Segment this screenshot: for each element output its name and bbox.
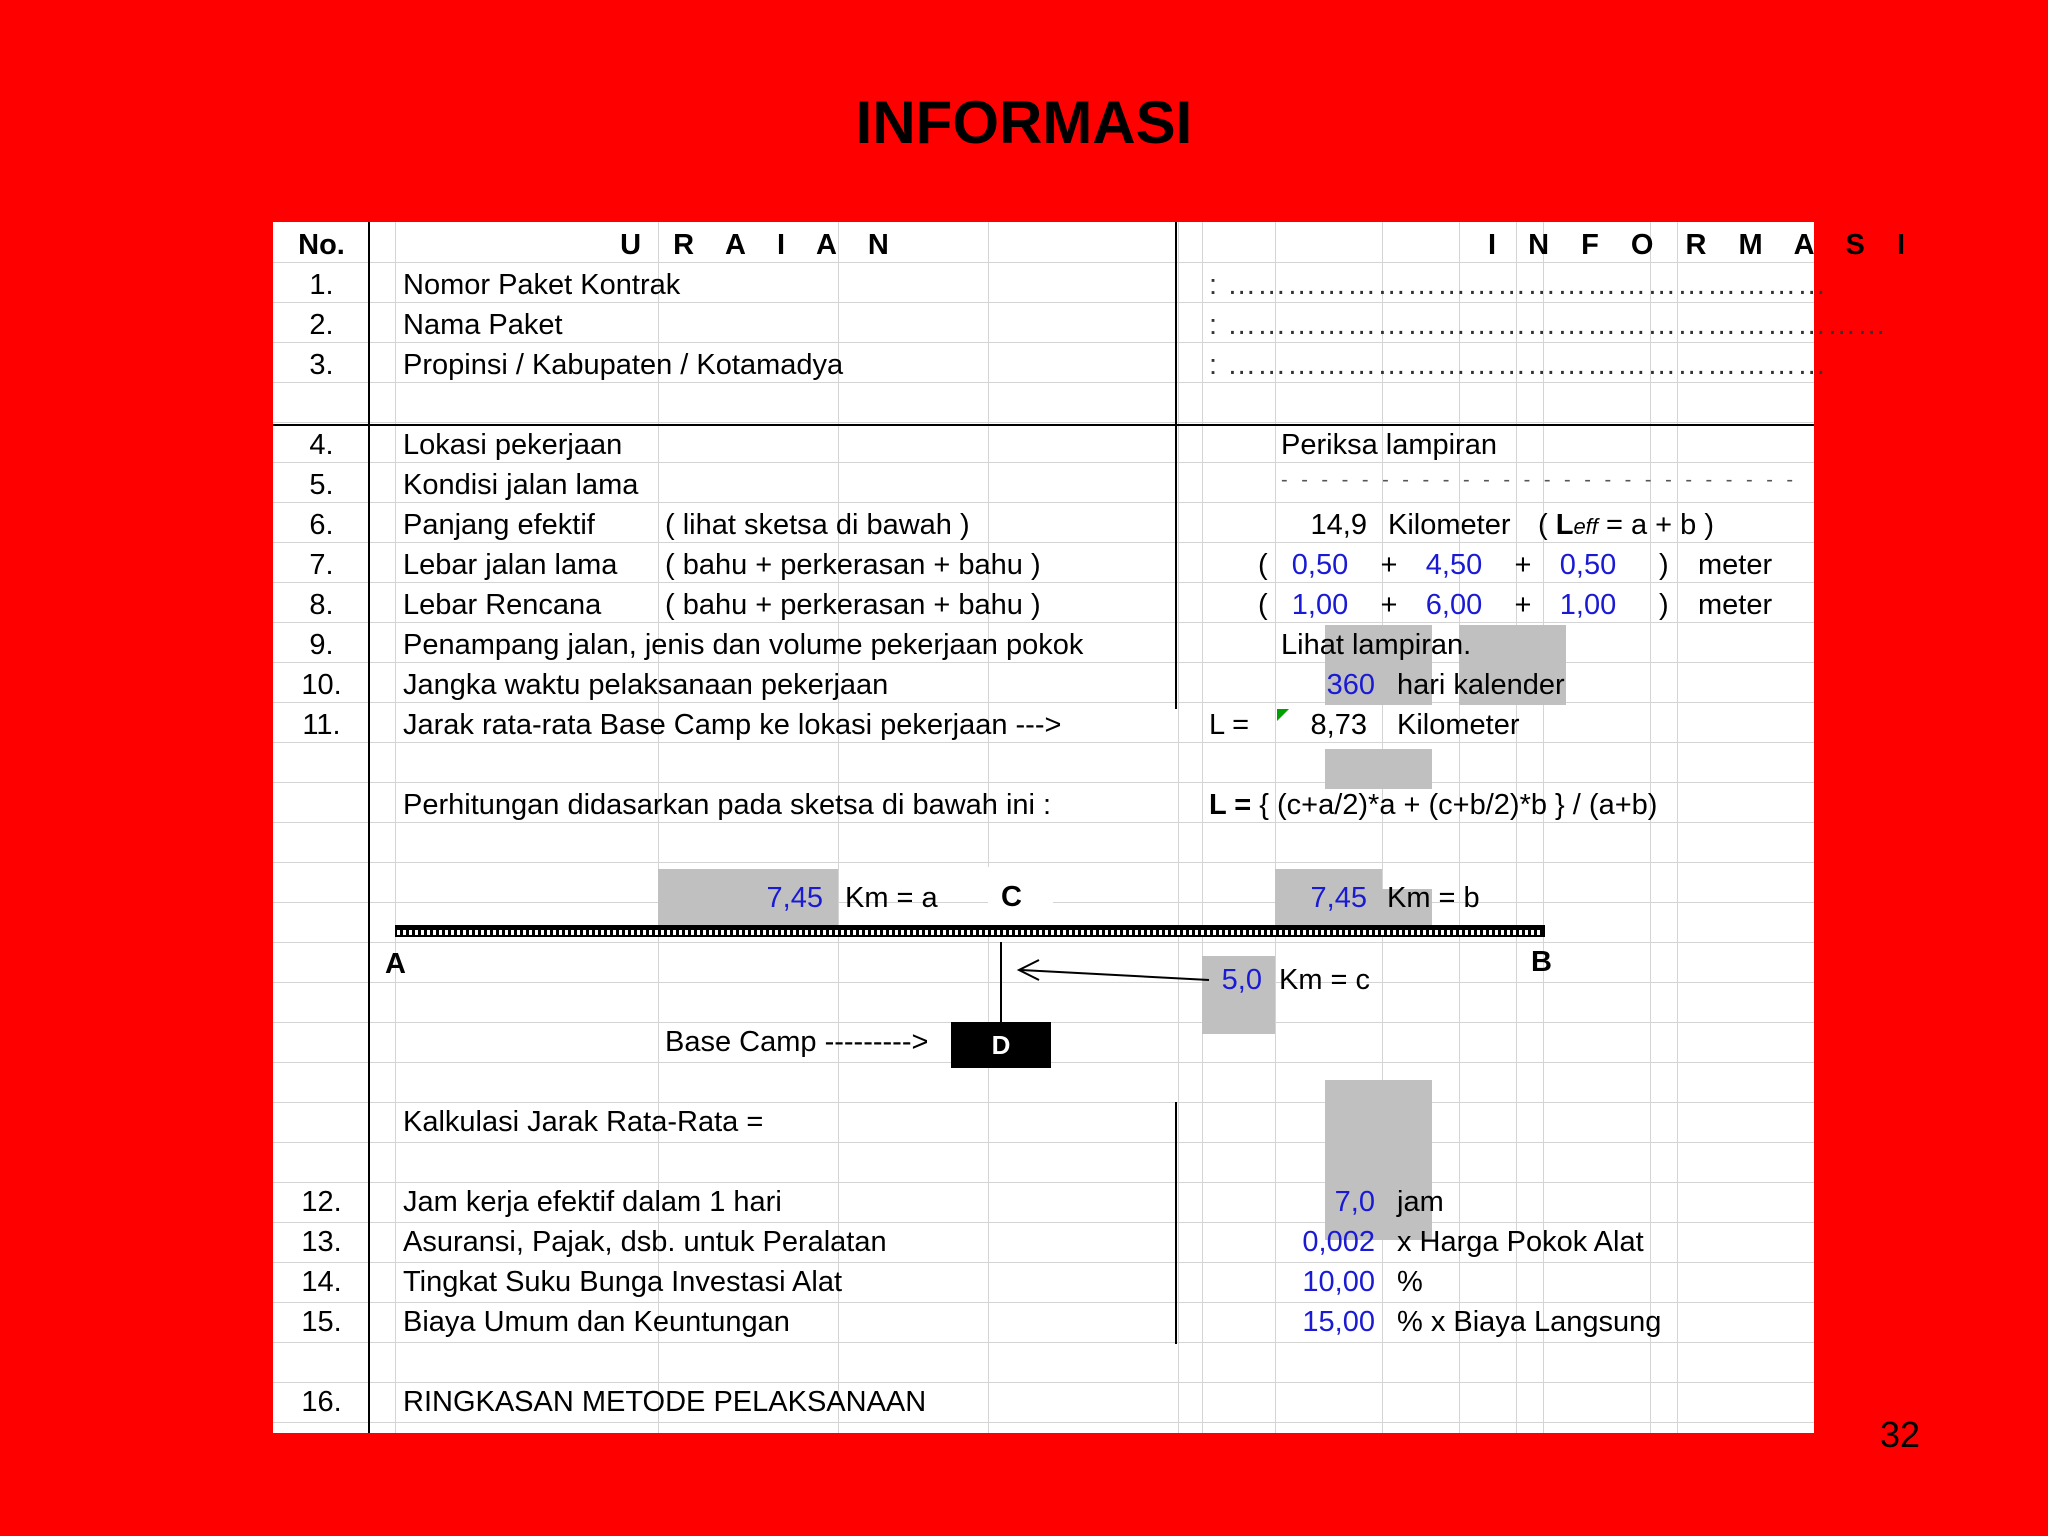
row-value: 14,9 (1310, 509, 1367, 541)
row-unit: jam (1397, 1186, 1444, 1218)
page-number: 32 (1880, 1414, 1921, 1455)
sketch-a-label: Km = a (845, 882, 938, 914)
paren-close: ) (1659, 589, 1669, 621)
row-formula: ( Leff = a + b ) (1538, 509, 1714, 541)
kalkulasi-label: Kalkulasi Jarak Rata-Rata = (403, 1106, 764, 1138)
input-cell[interactable]: 1,00 (1291, 589, 1349, 621)
row-number: 4. (309, 429, 334, 461)
row-number: 14. (301, 1266, 342, 1298)
input-cell[interactable]: 0,50 (1291, 549, 1349, 581)
sketch-c-label: Km = c (1279, 964, 1371, 996)
row-note: ( bahu + perkerasan + bahu ) (665, 589, 1041, 621)
row-label: Penampang jalan, jenis dan volume pekerjaan pokok (403, 629, 1084, 661)
input-cell[interactable]: 7,0 (1334, 1186, 1375, 1218)
input-cell[interactable]: 4,50 (1425, 549, 1483, 581)
row-number: 9. (309, 629, 334, 661)
row-unit: meter (1698, 549, 1773, 581)
slide-title: INFORMASI (855, 89, 1193, 156)
row-label: Asuransi, Pajak, dsb. untuk Peralatan (403, 1226, 887, 1258)
row-label: Tingkat Suku Bunga Investasi Alat (403, 1266, 843, 1298)
row-label: Jarak rata-rata Base Camp ke lokasi pekerjaan ---> (403, 709, 1062, 741)
row-info: : ………………………………………………………… (1209, 309, 1888, 341)
row-number: 11. (302, 709, 341, 741)
sketch-b-label: Km = b (1387, 882, 1480, 914)
base-camp-box: D (951, 1022, 1051, 1068)
row-number: 1. (309, 269, 334, 301)
input-cell[interactable]: 10,00 (1302, 1266, 1375, 1298)
point-c-label: C (1001, 881, 1022, 913)
row-label: Lokasi pekerjaan (403, 429, 623, 461)
row-info: Lihat lampiran. (1281, 629, 1472, 661)
row-label: Lebar Rencana (403, 589, 602, 621)
road-line (395, 925, 1545, 937)
paren-open: ( (1258, 549, 1268, 581)
row-number: 8. (309, 589, 334, 621)
header-no: No. (298, 229, 345, 261)
row-info: Periksa lampiran (1281, 429, 1497, 461)
point-a-label: A (385, 948, 406, 980)
row-label: Lebar jalan lama (403, 549, 618, 581)
camp-connector (1000, 942, 1002, 1022)
row-label: Jangka waktu pelaksanaan pekerjaan (403, 669, 889, 701)
row-note: ( bahu + perkerasan + bahu ) (665, 549, 1041, 581)
row-label: Nama Paket (403, 309, 563, 341)
row-unit: hari kalender (1397, 669, 1565, 701)
row-number: 10. (301, 669, 342, 701)
paren-close: ) (1659, 549, 1669, 581)
sketch-a-value[interactable]: 7,45 (766, 882, 823, 914)
arrow-left-icon (1013, 952, 1213, 992)
calc-label: Perhitungan didasarkan pada sketsa di bawah ini : (403, 789, 1052, 821)
row-info: - - - - - - - - - - - - - - - - - - - - - - - - - - (1281, 469, 1798, 491)
row-note: ( lihat sketsa di bawah ) (665, 509, 970, 541)
row-unit: % x Biaya Langsung (1397, 1306, 1662, 1338)
point-b-label: B (1531, 946, 1552, 978)
calc-formula: L = { (c+a/2)*a + (c+b/2)*b } / (a+b) (1209, 789, 1658, 821)
plus-sign: + (1380, 549, 1398, 581)
row-number: 7. (309, 549, 334, 581)
header-uraian: U R A I A N (620, 229, 901, 261)
paren-open: ( (1258, 589, 1268, 621)
row-number: 12. (301, 1186, 342, 1218)
row-number: 15. (301, 1306, 342, 1338)
row-label: Panjang efektif (403, 509, 595, 541)
row-info: : …………………………………………………… (1209, 349, 1828, 381)
sketch-c-value[interactable]: 5,0 (1221, 964, 1262, 996)
row-label: RINGKASAN METODE PELAKSANAAN (403, 1386, 927, 1418)
input-cell[interactable]: 6,00 (1425, 589, 1483, 621)
header-informasi: I N F O R M A S I (1488, 229, 1918, 261)
row-label: Biaya Umum dan Keuntungan (403, 1306, 790, 1338)
row-number: 3. (309, 349, 334, 381)
row-info: : …………………………………………………… (1209, 269, 1828, 301)
plus-sign: + (1514, 589, 1532, 621)
row-label: Propinsi / Kabupaten / Kotamadya (403, 349, 844, 381)
row-number: 2. (309, 309, 334, 341)
row-number: 13. (301, 1226, 342, 1258)
row-label: Jam kerja efektif dalam 1 hari (403, 1186, 782, 1218)
row-unit: meter (1698, 589, 1773, 621)
input-cell[interactable]: 0,002 (1302, 1226, 1375, 1258)
sketch-b-value[interactable]: 7,45 (1310, 882, 1367, 914)
info-table (273, 222, 1918, 1433)
row-unit: Kilometer (1397, 709, 1520, 741)
plus-sign: + (1380, 589, 1398, 621)
row-label: Kondisi jalan lama (403, 469, 639, 501)
base-camp-label: Base Camp ---------> (665, 1026, 929, 1058)
row-unit: % (1397, 1266, 1423, 1298)
row-prefix: L = (1209, 709, 1250, 741)
row-number: 6. (309, 509, 334, 541)
row-unit: Kilometer (1388, 509, 1511, 541)
row-number: 5. (309, 469, 334, 501)
row-unit: x Harga Pokok Alat (1397, 1226, 1644, 1258)
input-cell[interactable]: 15,00 (1302, 1306, 1375, 1338)
input-cell[interactable]: 1,00 (1559, 589, 1617, 621)
input-cell[interactable]: 0,50 (1559, 549, 1617, 581)
row-number: 16. (301, 1386, 342, 1418)
plus-sign: + (1514, 549, 1532, 581)
row-value: 8,73 (1310, 709, 1367, 741)
row-label: Nomor Paket Kontrak (403, 269, 681, 301)
input-cell[interactable]: 360 (1326, 669, 1375, 701)
